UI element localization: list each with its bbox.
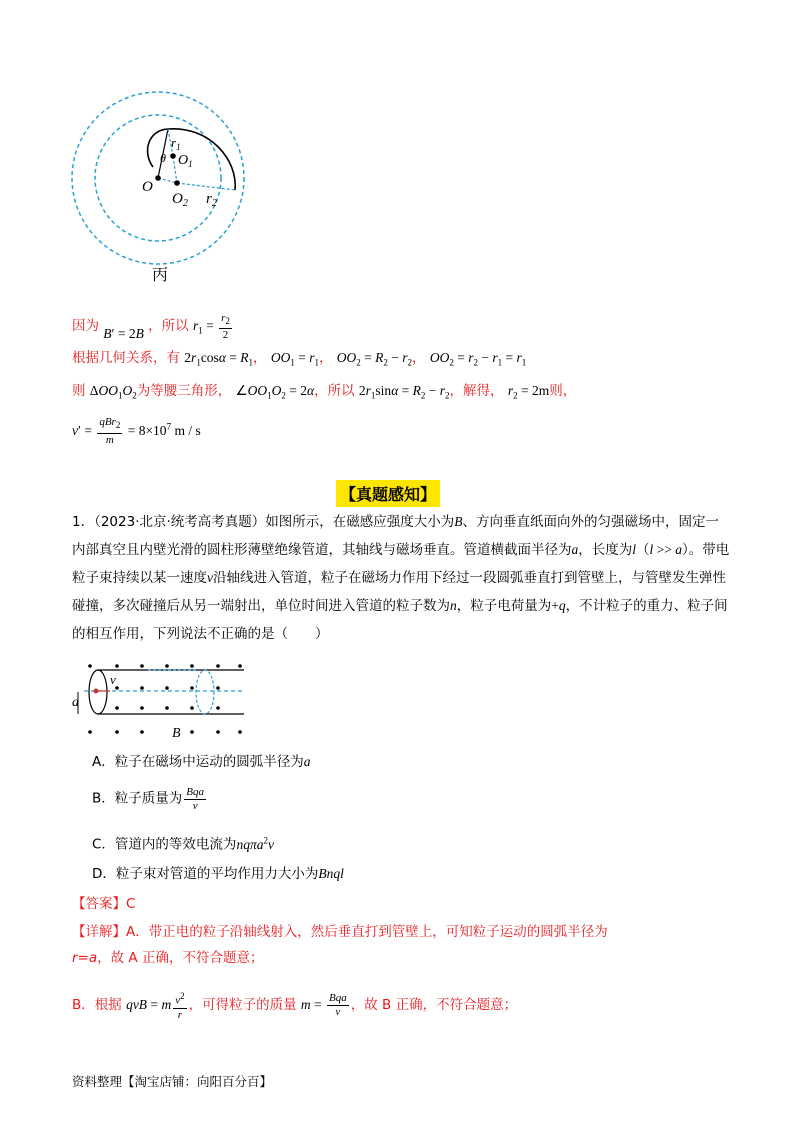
- label-theta: θ: [160, 151, 166, 165]
- pipe-cross-section: [196, 670, 214, 714]
- o2-r2-dashed: [177, 183, 235, 190]
- explanation-line-3: B．根据 qvB = m $\frac{v^2}{r}$ ，可得粒子的质量 m = $\frac{\text{Bqa}}{v}$ ，故 B 正确，不符合题意；: [72, 991, 518, 1021]
- explanation-line-2: r=a，故 A 正确，不符合题意；: [72, 950, 264, 966]
- label-r2: $r_2$: [206, 191, 217, 209]
- label-o: O: [142, 179, 153, 195]
- label-a: a: [72, 695, 79, 710]
- point-o1: [170, 153, 176, 159]
- o-o2-dashed: [158, 178, 177, 183]
- derivation-line-2: 根据几何关系，有 $2r_1\cos\alpha = R_1$， $OO_1 = r_1$， $OO_2 = R_2 - r_2$， $OO_2 = r_2 - r_1 = r_1$: [72, 350, 527, 368]
- label-B: B: [172, 726, 181, 741]
- o1-o2-dashed: [173, 156, 177, 183]
- question-text: 1．（2023·北京·统考高考真题）如图所示，在磁感应强度大小为B、方向垂直纸面向外的匀强磁场中，固定一内部真空且内壁光滑的圆柱形薄壁绝缘管道，其轴线与磁场垂直。管道横截面半径为a，长度为l（l >> a）。带电粒子束持续以某一速度v沿轴线进入管道，粒子在磁场力作用下经过一段圆弧垂直打到管壁上，与管壁发生弹性碰撞，多次碰撞后从另一端射出，单位时间进入管道的粒子数为n，粒子电荷量为+q，不计粒子的重力、粒子间的相互作用，下列说法不正确的是（ ）: [72, 514, 730, 642]
- field-dots-bottom: [88, 730, 242, 734]
- label-o2: $O_2$: [172, 191, 188, 209]
- point-o: [155, 175, 161, 181]
- label-o1: $O_1$: [178, 153, 193, 169]
- answer-line: 【答案】C: [72, 896, 136, 912]
- point-o2: [174, 180, 180, 186]
- derivation-line-3: 则 $\Delta OO_1O_2$为等腰三角形， $\angle OO_1O_2 = 2\alpha$，所以 $2r_1\sin\alpha = R_2 - r_2$，解得， $r_2 = 2m$则，: [72, 383, 577, 401]
- derivation-line-1: 因为 B′ = 2B ，所以 $r_1$ = $\frac{r_2}{2}$: [72, 312, 230, 342]
- explanation-line-1: 【详解】A．带正电的粒子沿轴线射入，然后垂直打到管壁上，可知粒子运动的圆弧半径为: [72, 924, 608, 940]
- option-b: B．粒子质量为 $\frac{\text{Bqa}}{v}$: [92, 786, 204, 812]
- section-title: 【真题感知】: [336, 480, 440, 507]
- option-d: D．粒子束对管道的平均作用力大小为Bnql: [92, 866, 344, 882]
- particle: [94, 689, 99, 694]
- figure-caption: 丙: [152, 265, 169, 284]
- derivation-line-4: v′ = $\frac{qBr_2}{m}$ = $8\times 10^7$ m / s: [72, 416, 201, 446]
- footer-source: 资料整理【淘宝店铺：向阳百分百】: [72, 1074, 273, 1089]
- field-dots-middle: [115, 686, 220, 710]
- figure-pipe: [72, 660, 272, 742]
- option-c: C．管道内的等效电流为nqπa$^2$v: [92, 835, 274, 853]
- field-dots-top: [88, 664, 242, 668]
- figure-bing: [70, 90, 270, 300]
- label-r1: $r_1$: [171, 135, 181, 152]
- label-v: v: [110, 672, 116, 687]
- option-a: A．粒子在磁场中运动的圆弧半径为a: [92, 754, 311, 770]
